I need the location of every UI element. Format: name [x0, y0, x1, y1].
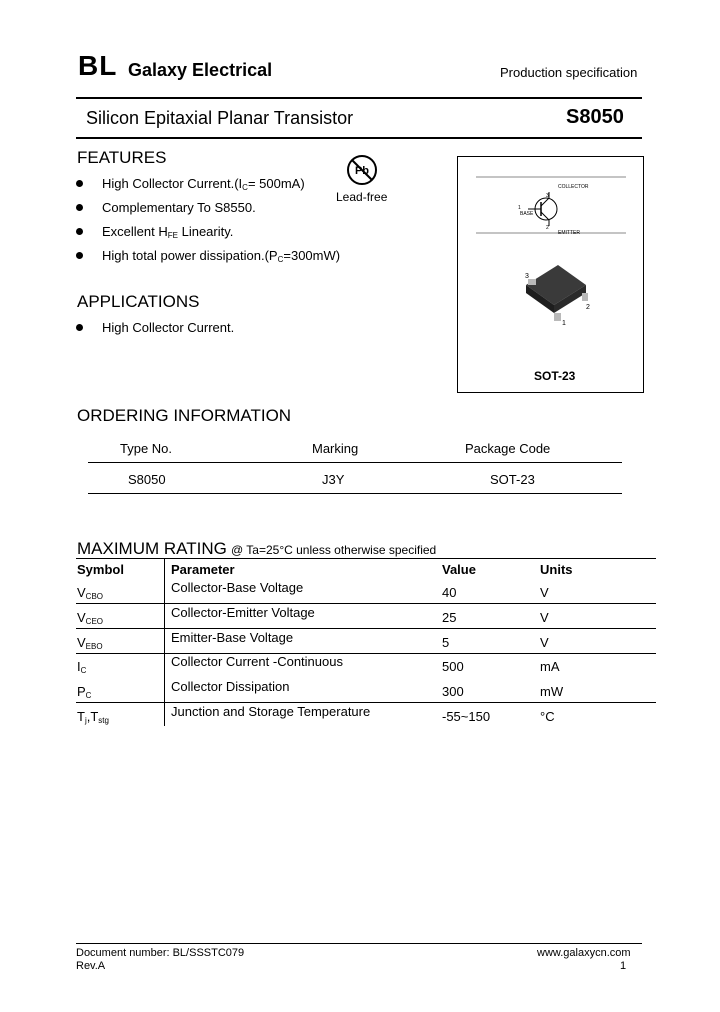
part-number: S8050 — [566, 106, 624, 128]
parameter-cell: Collector Current -Continuous — [171, 654, 343, 669]
brand-name: Galaxy Electrical — [128, 60, 273, 80]
bullet-icon — [76, 324, 83, 331]
symbol-cell: $T_j,T_{stg}$ — [77, 709, 109, 725]
max-rating-condition: @ Ta=25°C unless otherwise specified — [231, 543, 437, 557]
symbol-cell: $P_C$ — [77, 684, 92, 700]
symbol-cell: $V_{CEO}$ — [77, 610, 104, 626]
features-heading: FEATURES — [77, 148, 167, 167]
column-header-type: Type No. — [120, 441, 173, 456]
max-rating-top-rule — [76, 558, 656, 559]
svg-text:1: 1 — [562, 320, 566, 327]
parameter-cell: Emitter-Base Voltage — [171, 630, 294, 645]
revision: Rev.A — [76, 960, 106, 972]
column-header-units: Units — [540, 562, 573, 577]
document-number: Document number: BL/SSSTC079 — [76, 947, 245, 959]
table-row-divider — [76, 702, 656, 703]
symbol-cell: $V_{CBO}$ — [77, 585, 104, 601]
unit-cell: °C — [540, 709, 555, 724]
parameter-cell: Collector-Base Voltage — [171, 580, 304, 595]
lead-free-label: Lead-free — [336, 190, 388, 204]
transistor-symbol-icon — [518, 184, 589, 236]
ordering-heading: ORDERING INFORMATION — [77, 406, 292, 425]
website-link[interactable]: www.galaxycn.com — [537, 947, 631, 959]
application-item: High Collector Current. — [102, 320, 234, 335]
document-type: Production specification — [500, 65, 638, 80]
value-cell: 25 — [442, 610, 457, 625]
svg-text:2: 2 — [546, 225, 549, 231]
feature-item: Complementary To S8550. — [102, 200, 256, 215]
pb-free-icon — [340, 152, 384, 190]
svg-text:EMITTER: EMITTER — [558, 230, 580, 236]
lead-free-badge — [340, 152, 384, 190]
svg-text:3: 3 — [546, 193, 549, 199]
unit-cell: mW — [540, 684, 564, 699]
value-cell: 300 — [442, 684, 464, 699]
unit-cell: mA — [540, 659, 560, 674]
ordering-marking-cell: J3Y — [322, 472, 345, 487]
parameter-cell: Collector-Emitter Voltage — [171, 605, 315, 620]
ordering-header-rule — [88, 462, 622, 463]
max-rating-heading: MAXIMUM RATING — [77, 539, 227, 558]
value-cell: 5 — [442, 635, 450, 650]
column-header-value: Value — [442, 562, 476, 577]
symbol-cell: $I_C$ — [77, 659, 87, 675]
column-header-package: Package Code — [465, 441, 551, 456]
svg-text:2: 2 — [586, 304, 590, 311]
svg-text:1: 1 — [518, 205, 521, 211]
table-row-divider — [76, 653, 656, 654]
feature-item: Excellent $H_{FE}$ Linearity. — [102, 224, 233, 240]
pb-symbol: Pb — [354, 165, 370, 177]
column-header-symbol: Symbol — [77, 562, 124, 577]
package-box — [457, 156, 644, 393]
unit-cell: V — [540, 610, 549, 625]
column-header-marking: Marking — [312, 441, 359, 456]
value-cell: 500 — [442, 659, 464, 674]
ordering-bottom-rule — [88, 493, 622, 494]
parameter-cell: Collector Dissipation — [171, 679, 290, 694]
package-drawing — [458, 157, 643, 392]
column-header-parameter: Parameter — [171, 562, 235, 577]
table-row-divider — [76, 628, 656, 629]
value-cell: 40 — [442, 585, 457, 600]
bullet-icon — [76, 252, 83, 259]
product-description: Silicon Epitaxial Planar Transistor — [86, 108, 354, 128]
applications-heading: APPLICATIONS — [77, 292, 200, 311]
max-rating-column-rule — [164, 559, 165, 726]
svg-text:COLLECTOR: COLLECTOR — [558, 184, 589, 190]
bullet-icon — [76, 204, 83, 211]
header-divider — [76, 97, 642, 99]
sot23-package-icon — [525, 265, 590, 327]
table-row-divider — [76, 603, 656, 604]
feature-item: High Collector $Current.(I_C= 500mA)$ — [102, 176, 305, 192]
svg-text:BASE: BASE — [520, 211, 534, 217]
feature-item: High total power $dissipation.(P_C=300mW)$ — [102, 248, 340, 264]
brand-logo: BL — [78, 50, 118, 81]
svg-text:3: 3 — [525, 273, 529, 280]
unit-cell: V — [540, 635, 549, 650]
page-number: 1 — [620, 960, 627, 972]
package-name: SOT-23 — [534, 369, 576, 383]
bullet-icon — [76, 228, 83, 235]
bullet-icon — [76, 180, 83, 187]
value-cell: -55~150 — [442, 709, 491, 724]
ordering-type-cell: S8050 — [128, 472, 166, 487]
title-divider — [76, 137, 642, 139]
footer-divider — [76, 943, 642, 944]
ordering-package-cell: SOT-23 — [490, 472, 535, 487]
parameter-cell: Junction and Storage Temperature — [171, 704, 371, 719]
unit-cell: V — [540, 585, 549, 600]
symbol-cell: $V_{EBO}$ — [77, 635, 103, 651]
